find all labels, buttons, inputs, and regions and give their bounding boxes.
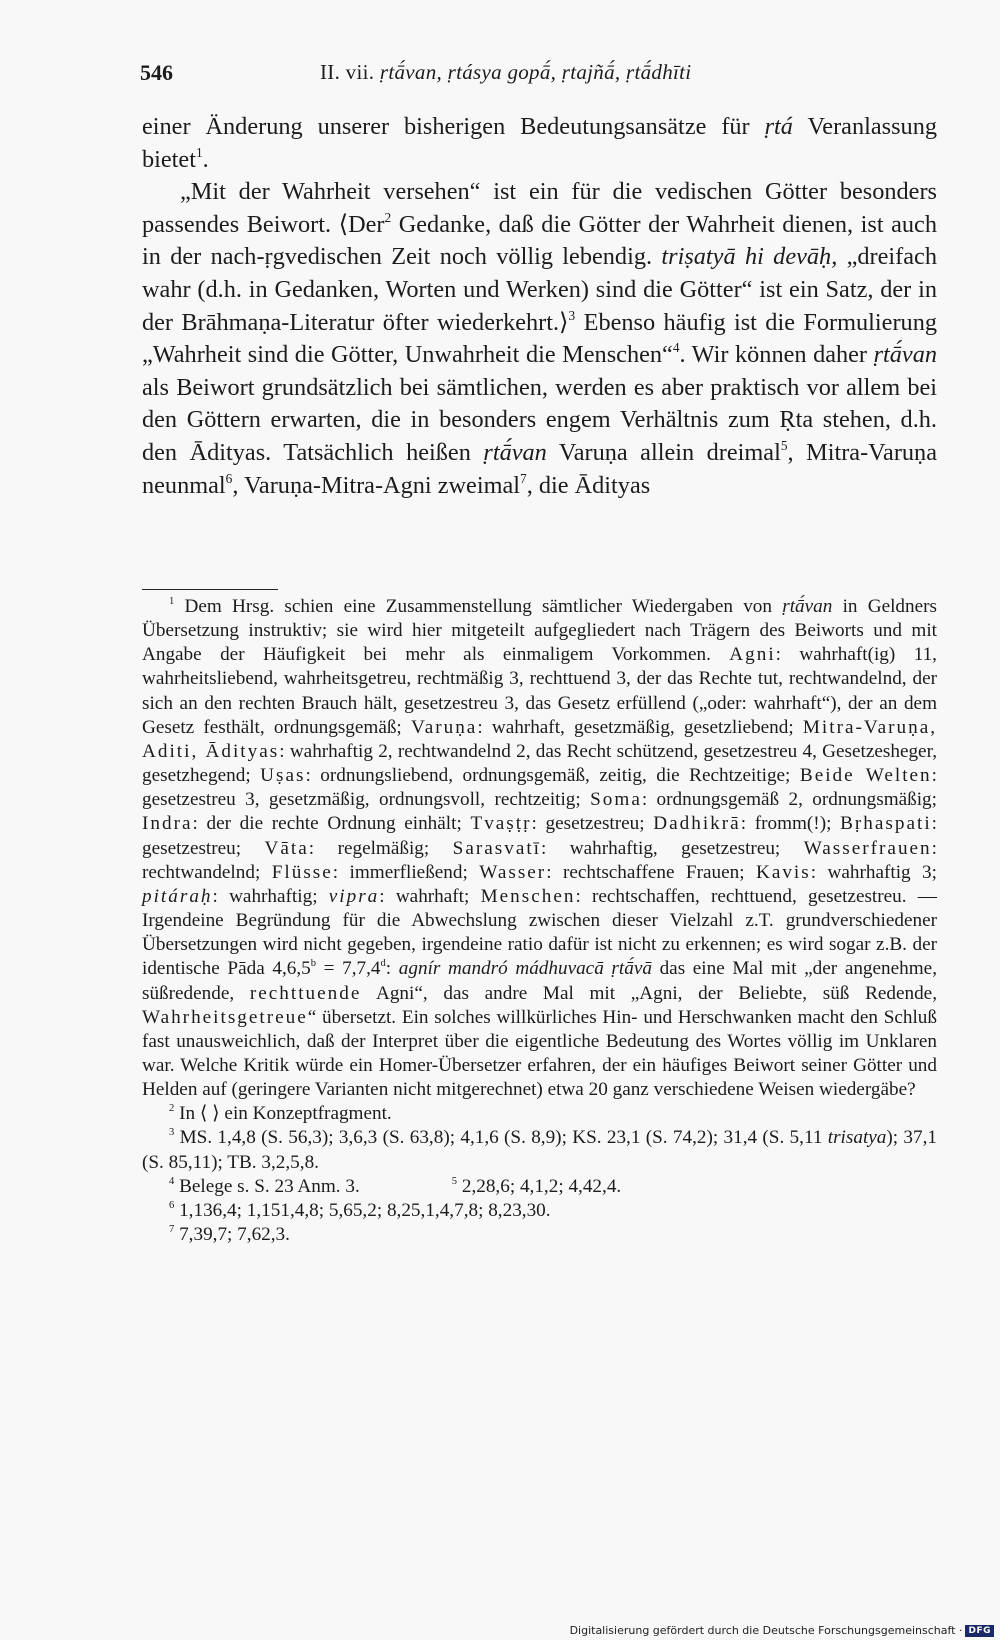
footnote-number: 4	[169, 1175, 175, 1187]
footnote-number: 6	[169, 1200, 175, 1211]
running-title	[320, 60, 691, 85]
footnote-ref-2[interactable]: 2	[384, 209, 392, 225]
footnote-ref-7[interactable]: 7	[520, 470, 527, 486]
chapter-label: II. vii.	[320, 60, 375, 84]
digitization-credit	[570, 1624, 994, 1637]
footnote-number: 2	[169, 1103, 175, 1115]
footnote-ref-4[interactable]: 4	[672, 340, 680, 356]
footnotes	[142, 595, 937, 1247]
footnote-ref-6[interactable]: 6	[225, 470, 233, 486]
paragraph-2: „Mit der Wahrheit versehen“ ist ein für die vedischen Götter besonders passendes Beiwort. ⟨Der$^2$ Gedanke, daß die Götter der Wahrheit dienen, ist auch in der nach-ṛgvedischen Zeit noch völlig lebendig. triṣatyā hi devāḥ, „dreifach wahr (d.h. in Gedanken, Worten und Werken) sind die Götter“ ist ein Satz, der in der Brāhmaṇa-Literatur öfter wiederkehrt.⟩$^3$ Ebenso häufig ist die Formulierung „Wahrheit sind die Götter, Unwahrheit die Menschen“$^4$. Wir können daher ṛtā́van als Beiwort grundsätzlich bei sämtlichen, werden es aber praktisch vor allem bei den Göttern erwarten, die in besonders engem Verhältnis zum Ṛta stehen, d.h. den Ādityas. Tatsächlich heißen ṛtā́van Varuṇa allein dreimal$^5$, Mitra-Varuṇa neunmal$^6$, Varuṇa-Mitra-Agni zweimal$^7$, die Ādityas	[142, 178, 937, 499]
footnote-2: $^2$ In ⟨ ⟩ ein Konzeptfragment.	[169, 1103, 392, 1125]
main-text	[142, 111, 937, 502]
footnote-number: 3	[169, 1127, 175, 1139]
footnote-6: $^6$ 1,136,4; 1,151,4,8; 5,65,2; 8,25,1,4,7,8; 8,23,30.	[169, 1199, 551, 1221]
page-number: 546	[140, 60, 173, 85]
dfg-logo-icon: DFG	[965, 1625, 994, 1637]
footnote-ref-3[interactable]: 3	[568, 307, 576, 323]
footnote-divider	[142, 589, 278, 590]
chapter-terms: ṛtā́van, ṛtásya gopā́, ṛtajñā́, ṛtā́dhīti	[379, 60, 692, 84]
footnote-7: $^7$ 7,39,7; 7,62,3.	[169, 1224, 290, 1246]
footnote-number: 1	[169, 596, 175, 608]
digitization-note: Digitalisierung gefördert durch die Deutsche Forschungsgemeinschaft ·	[569, 1624, 963, 1637]
footnote-3: $^3$ MS. 1,4,8 (S. 56,3); 3,6,3 (S. 63,8); 4,1,6 (S. 8,9); KS. 23,1 (S. 74,2); 31,4 (S. 5,11 trisatya); 37,1 (S. 85,11); TB. 3,2,5,8.	[142, 1127, 937, 1173]
paragraph-1: einer Änderung unserer bisherigen Bedeutungsansätze für ṛtá Veranlassung bietet$^1$.	[142, 113, 937, 173]
page-header	[140, 60, 930, 90]
footnote-ref-1[interactable]: 1	[195, 144, 203, 160]
footnote-1: $^1$ Dem Hrsg. schien eine Zusammenstellung sämtlicher Wiedergaben von ṛtā́van in Geldners Übersetzung instruktiv; sie wird hier mitgeteilt aufgegliedert nach Trägern des Beiworts und mit Angabe der Häufigkeit bei mehr als einmaligem Vorkommen. Agni: wahrhaft(ig) 11, wahrheitsliebend, wahrheitsgetreu, rechtmäßig 3, rechttuend 3, der das Rechte tut, rechtwandelnd, der sich an den rechten Brauch hält, gesetzestreu 3, das Gesetz erfüllend („oder: wahrhaft“), der an dem Gesetz festhält, ordnungsgemäß; Varuṇa: wahrhaft, gesetzmäßig, gesetzliebend; Mitra-Varuṇa, Aditi, Ādityas: wahrhaftig 2, rechtwandelnd 2, das Recht schützend, gesetzestreu 4, Gesetzesheger, gesetzhegend; Uṣas: ordnungsliebend, ordnungsgemäß, zeitig, die Rechtzeitige; Beide Welten: gesetzestreu 3, gesetzmäßig, ordnungsvoll, rechtzeitig; Soma: ordnungsgemäß 2, ordnungsmäßig; Indra: der die rechte Ordnung einhält; Tvaṣṭṛ: gesetzestreu; Dadhikrā: fromm(!); Bṛhaspati: gesetzestreu; Vāta: regelmäßig; Sarasvatī: wahrhaftig, gesetzestreu; Wasserfrauen: rechtwandelnd; Flüsse: immerfließend; Wasser: rechtschaffene Frauen; Kavis: wahrhaftig 3; pitáraḥ: wahrhaftig; vipra: wahrhaft; Menschen: rechtschaffen, rechttuend, gesetzestreu. — Irgendeine Begründung für die Abwechslung zwischen dieser Vielzahl z.T. grundverschiedener Übersetzungen wird nicht gegeben, irgendeine ratio dafür ist nicht zu erkennen; es wird sogar z.B. der identische Pāda 4,6,5$^b$ = 7,7,4$^d$: agnír mandró mádhuvacā ṛtā́vā das eine Mal mit „der angenehme, süßredende, rechttuende Agni“, das andre Mal mit „Agni, der Beliebte, süß Redende, Wahrheitsgetreue“ übersetzt. Ein solches willkürliches Hin- und Herschwanken macht den Schluß fast unausweichlich, daß der Interpret über die eigentliche Bedeutung des Wortes völlig im Unklaren war. Welche Kritik würde ein Homer-Übersetzer erfahren, der ein häufiges Beiwort seiner Götter und Helden auf (geringere Varianten nicht mitgerechnet) etwa 20 ganz verschiedene Weisen wiedergäbe?	[142, 596, 938, 1101]
footnote-number: 7	[169, 1224, 175, 1236]
footnote-4-5: $^4$ Belege s. S. 23 Anm. 3. $^5$ 2,28,6; 4,1,2; 4,42,4.	[169, 1175, 622, 1197]
footnote-number: 5	[451, 1175, 458, 1187]
footnote-ref-5[interactable]: 5	[780, 437, 788, 453]
